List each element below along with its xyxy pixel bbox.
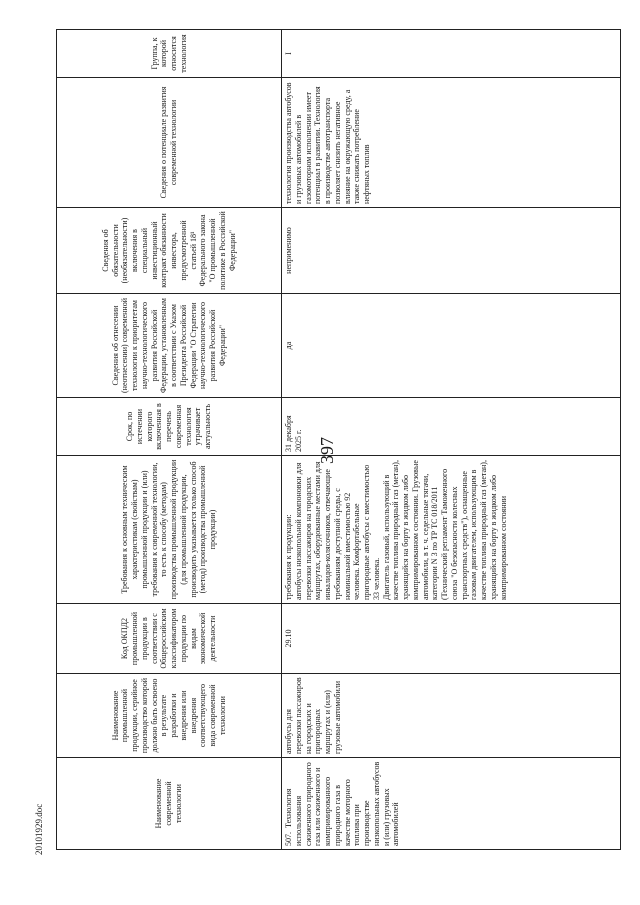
- cell-requirements: [282, 456, 621, 604]
- cell-okpd-code: 29.10: [282, 604, 621, 674]
- header-product: Наименование промышленной продукции, серийное производство которой должно быть освоено в результате разработки и внедрения или внедрения соответствующего вида современной технологии: [57, 674, 282, 758]
- header-potential: Сведения о потенциале развития современной технологии: [57, 78, 282, 208]
- header-deadline: Срок, по истечении которого включенная в перечень современная технология утрачивает актуальность: [57, 398, 282, 456]
- header-technology: Наименование современной технологии: [57, 758, 282, 850]
- requirements-line: требования к продукции:: [284, 514, 293, 600]
- table-row: [282, 30, 621, 850]
- cell-product: автобусы для перевозки пассажиров на городских и пригородных маршрутах и (или) грузовые автомобили: [282, 674, 621, 758]
- header-okpd-code: Код ОКПД2 промышленной продукции в соответствии с Общероссийским классификатором продукции по видам экономической деятельности: [57, 604, 282, 674]
- header-obligation: Сведения об обязательности (необязательности) включения в специальный инвестиционный контракт обязанности инвестора, предусмотренной статьей 18¹ Федерального закона "О промышленной политике в Российской Федерации": [57, 208, 282, 294]
- technology-table-sheet: [56, 30, 618, 850]
- cell-technology: [282, 758, 621, 850]
- requirements-line: автобусы низкопольной компоновки для перевозки пассажиров на городских маршрутах, оборудованные местами для инвалидов-колясочников, отвечающие требованиям доступной среды, с номинальной вместимостью 92 человека. Комфортабельные пригородные автобусы с вместимостью 33 человека.: [293, 461, 381, 600]
- technology-table: [56, 29, 621, 850]
- cell-potential: технология производства автобусов и грузовых автомобилей в газомоторном исполнении имеет потенциал в развитии. Технология в производстве автотранспорта позволяет снизить негативное влияние на окружающую среду, а также снижать потребление нефтяных топлив: [282, 78, 621, 208]
- header-group: Группа, к которой относится технология: [57, 30, 282, 78]
- page-number: 397: [317, 437, 337, 464]
- header-requirements: Требования к основным техническим характеристикам (свойствам) промышленной продукции и (или) требования к современной технологии, то есть к способу (методам) производства промышленной продукции (для промышленной продукции, производить указывается только способ (метод) производства промышленной продукции): [57, 456, 282, 604]
- requirements-line: Двигатель газовый, использующий в качестве топлива природный газ (метан), хранящийся на борту в жидком либо компримированном состоянии. Грузовые автомобили, в т. ч. седельные тягачи, категории N 3 по ТР ТС 018/2011 (Технический регламент Таможенного союза "О безопасности колесных транспортных средств"), оснащенные газовым двигателем, использующим в качестве топлива природный газ (метан), хранящийся на борту в жидком либо компримированном состоянии: [381, 460, 508, 600]
- cell-deadline: 31 декабря 2025 г.: [282, 398, 621, 456]
- cell-group: I: [282, 30, 621, 78]
- row-number: 507.: [284, 832, 293, 846]
- footer-document-code: 20101929.doc: [34, 803, 44, 855]
- table-header-row: [57, 30, 282, 850]
- header-priority: Сведения об отнесении (неотнесении) современной технологии к приоритетам научно-технологического развития Российской Федерации, установленным в соответствии с Указом Президента Российской Федерации "О Стратегии научно-технологического развития Российской Федерации": [57, 294, 282, 398]
- cell-obligation: неприменимо: [282, 208, 621, 294]
- technology-name: Технология использования сжиженного природного газа или сжиженного и компримированного природного газа в качестве моторного топлива при производстве низкопольных автобусов и (или) грузовых автомобилей: [284, 761, 401, 846]
- cell-priority: да: [282, 294, 621, 398]
